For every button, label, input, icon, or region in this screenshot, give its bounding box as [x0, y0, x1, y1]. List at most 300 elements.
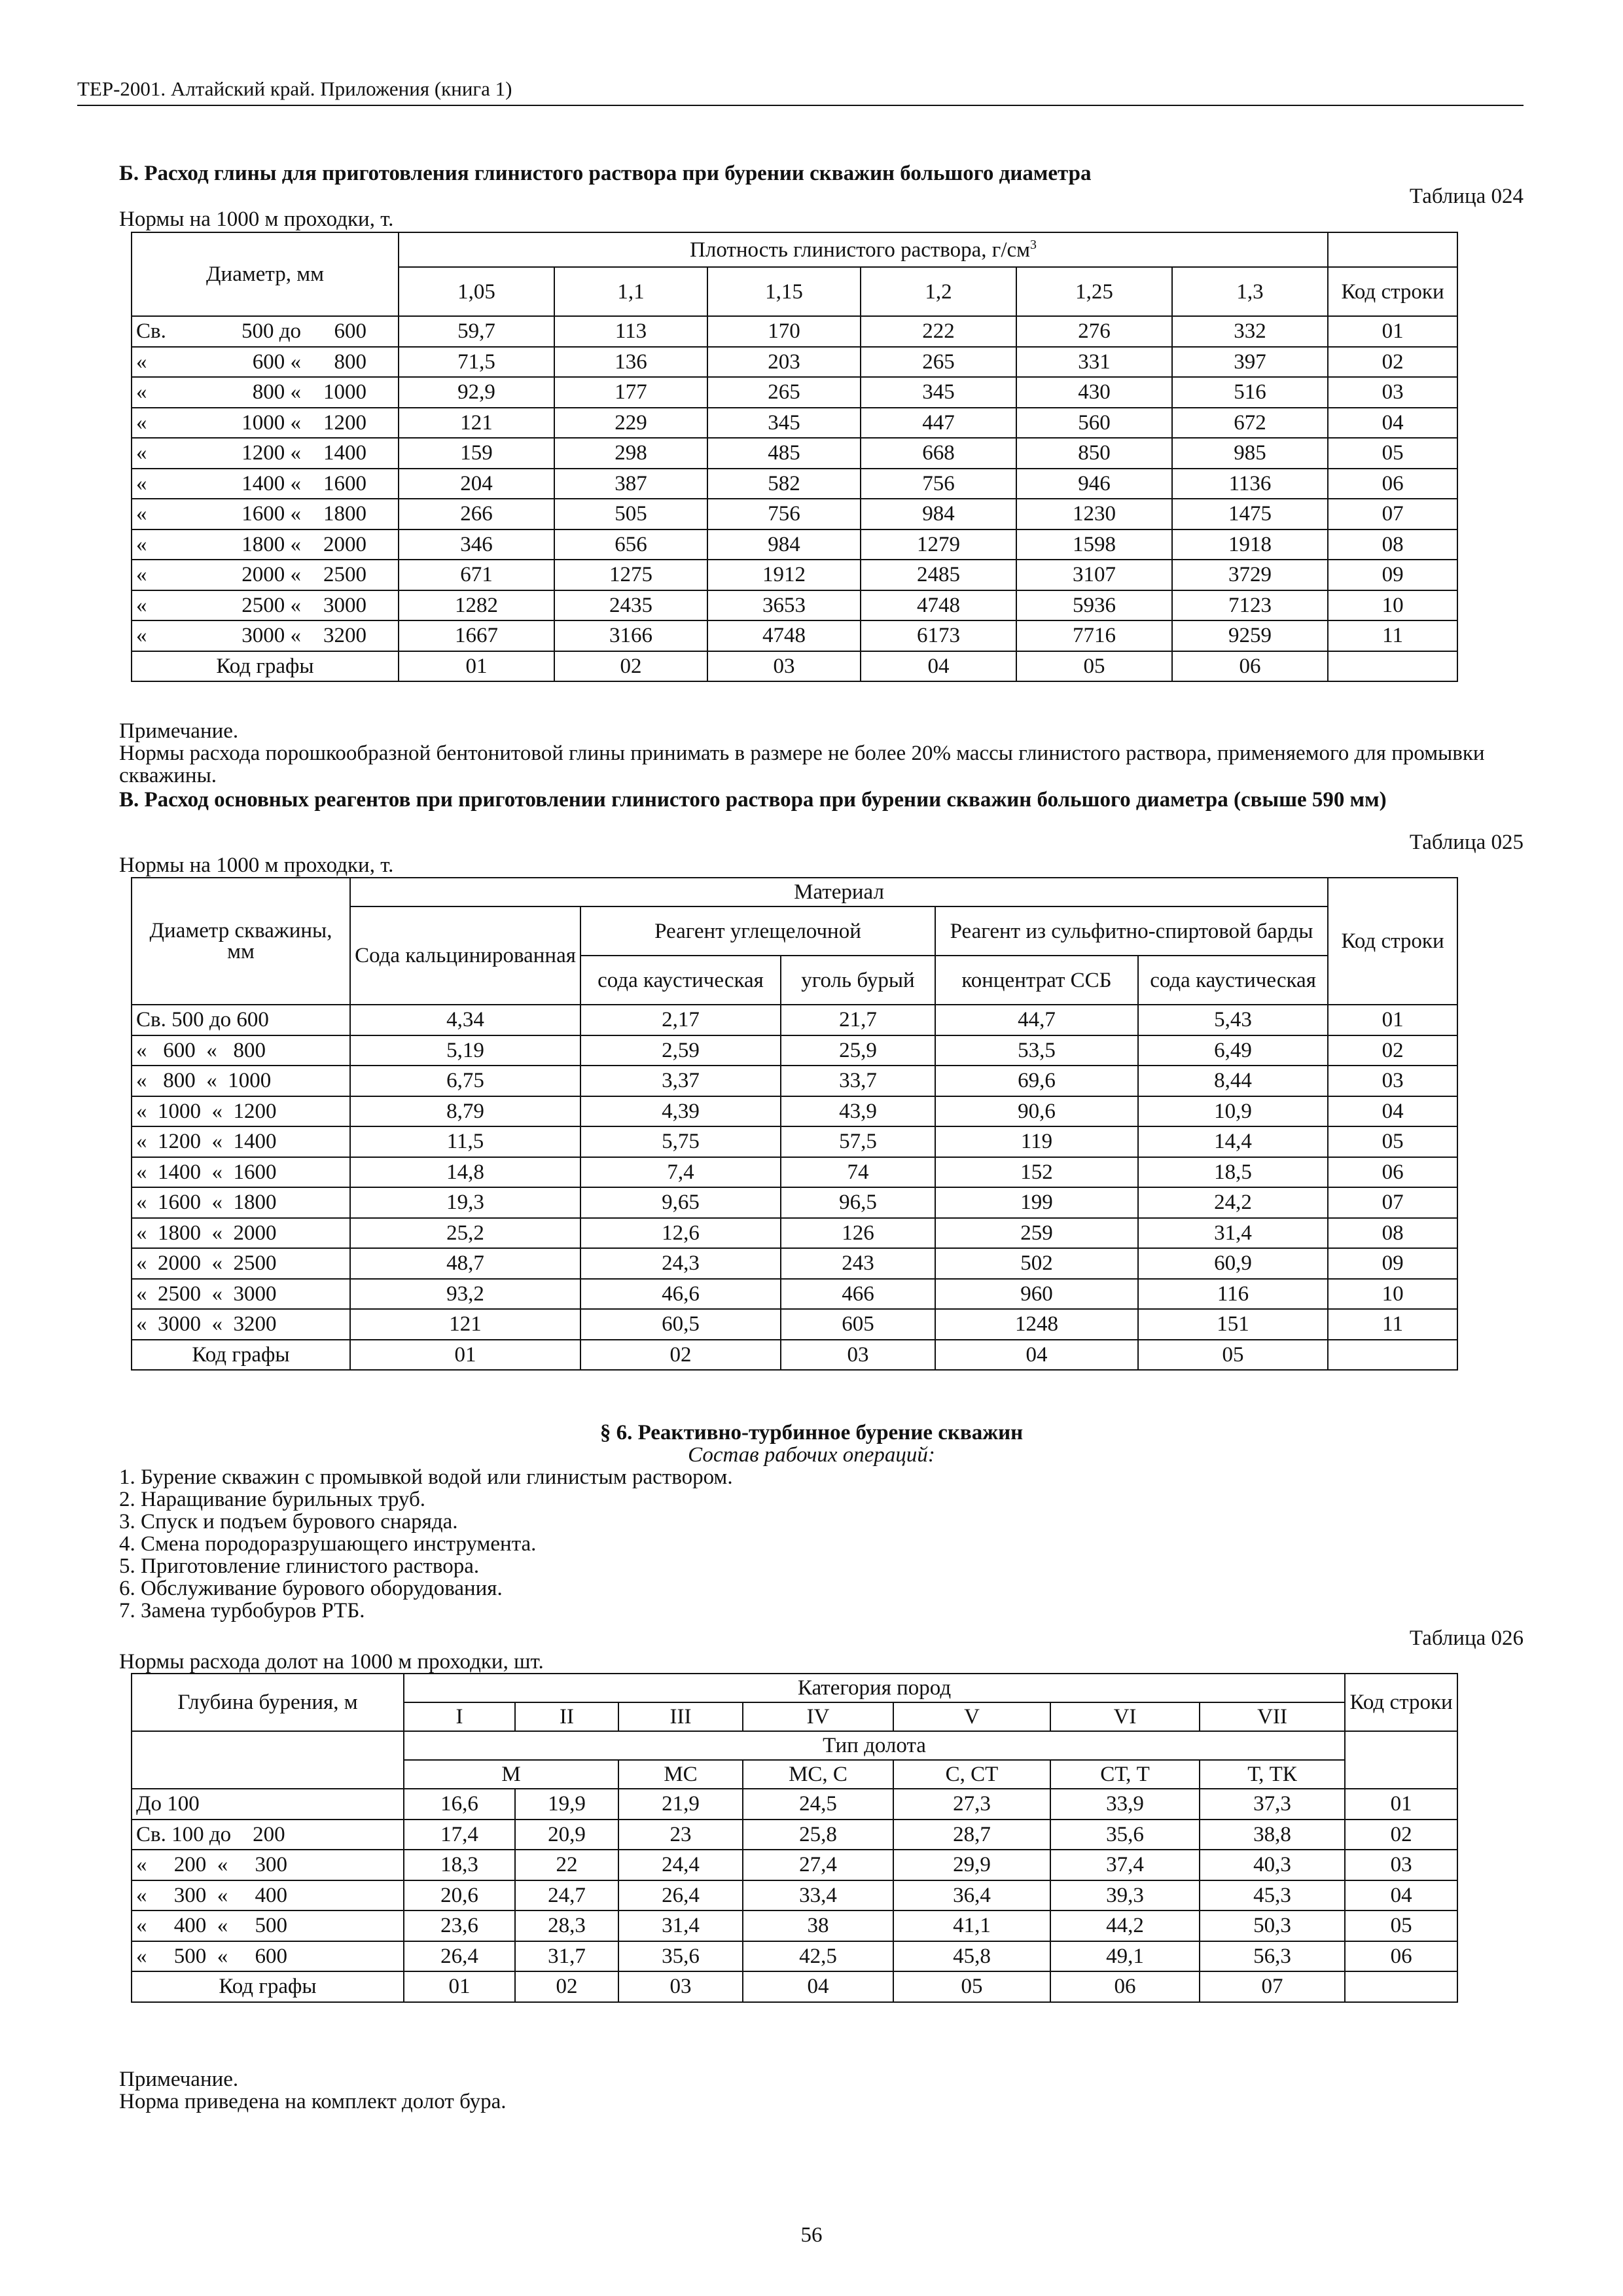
operation-item: 6. Обслуживание бурового оборудования.	[119, 1577, 503, 1600]
t024-diam-to: 1800	[323, 502, 366, 526]
t026-col-code: 03	[618, 1971, 743, 2002]
t026-value: 36,4	[893, 1880, 1050, 1911]
table-row	[132, 347, 1457, 378]
t024-value: 346	[399, 529, 554, 560]
table-row	[132, 377, 1457, 408]
t025-value: 60,9	[1138, 1248, 1328, 1279]
t024-row-code: 02	[1328, 347, 1457, 378]
t024-value: 9259	[1172, 620, 1328, 651]
t026-type-col: С, СТ	[893, 1760, 1050, 1789]
t024-row-code: 06	[1328, 469, 1457, 499]
t026-row-code: 06	[1345, 1941, 1457, 1972]
t026-value: 45,8	[893, 1941, 1050, 1972]
t026-value: 37,4	[1050, 1850, 1200, 1880]
t026-depth-cell: « 300 « 400	[132, 1880, 404, 1911]
t024-diam-prefix: Св.	[136, 319, 166, 344]
t024-value: 387	[554, 469, 707, 499]
t024-value: 4748	[707, 620, 861, 651]
t024-value: 1667	[399, 620, 554, 651]
t025-value: 502	[935, 1248, 1138, 1279]
t025-value: 7,4	[580, 1157, 781, 1188]
t026-value: 26,4	[618, 1880, 743, 1911]
t024-value: 71,5	[399, 347, 554, 378]
t024-label: Таблица 024	[1409, 185, 1524, 208]
t026-depth-header: Глубина бурения, м	[132, 1674, 404, 1731]
t025-value: 5,43	[1138, 1005, 1328, 1035]
t024-value: 397	[1172, 347, 1328, 378]
table-row	[132, 408, 1457, 439]
table-row	[132, 1880, 1457, 1911]
t024-value: 298	[554, 438, 707, 469]
t025-value: 151	[1138, 1309, 1328, 1340]
t025-sub-coal: уголь бурый	[781, 956, 935, 1005]
t025-value: 119	[935, 1126, 1138, 1157]
t025-value: 43,9	[781, 1096, 935, 1127]
t025-diam-cell: « 1200 « 1400	[132, 1126, 350, 1157]
t024-value: 756	[861, 469, 1016, 499]
t024-density-header: Плотность глинистого раствора, $г/см^3$	[399, 232, 1328, 267]
t024-diam-cell	[132, 438, 399, 469]
table-footer-row	[132, 1971, 1457, 2002]
t026-value: 38	[743, 1910, 893, 1941]
t024-value: 92,9	[399, 377, 554, 408]
t024-col-code: 05	[1016, 651, 1172, 682]
t024-diam-to: 2500	[323, 563, 366, 587]
t025-value: 5,19	[350, 1035, 580, 1066]
t026-value: 23	[618, 1820, 743, 1850]
t025-diam-cell: « 3000 « 3200	[132, 1309, 350, 1340]
t026-category-header: Категория пород	[404, 1674, 1345, 1702]
t026-category-col: VII	[1200, 1702, 1345, 1731]
t025-value: 53,5	[935, 1035, 1138, 1066]
t026-value: 49,1	[1050, 1941, 1200, 1972]
t025-value: 74	[781, 1157, 935, 1188]
operation-item: 4. Смена породоразрушающего инструмента.	[119, 1532, 537, 1556]
t026-value: 22	[515, 1850, 618, 1880]
t024-col-code: 03	[707, 651, 861, 682]
t024-value: 276	[1016, 316, 1172, 347]
t025-col-code: 04	[935, 1340, 1138, 1371]
t025-diam-cell: « 1600 « 1800	[132, 1187, 350, 1218]
t024-diam-cell	[132, 560, 399, 590]
t024-value: 1918	[1172, 529, 1328, 560]
section6-title: § 6. Реактивно-турбинное бурение скважин	[599, 1421, 1024, 1444]
t025-value: 46,6	[580, 1279, 781, 1310]
table-row	[132, 1820, 1457, 1850]
t024-diam-to: 1400	[323, 441, 366, 465]
table-row	[132, 499, 1457, 529]
t026-value: 16,6	[404, 1789, 515, 1820]
t026-footer-label: Код графы	[132, 1971, 404, 2002]
t024-diam-prefix: «	[136, 471, 147, 495]
t025-value: 8,79	[350, 1096, 580, 1127]
t026-type-col: МС	[618, 1760, 743, 1789]
t025-value: 11,5	[350, 1126, 580, 1157]
t026-value: 26,4	[404, 1941, 515, 1972]
t024-value: 516	[1172, 377, 1328, 408]
t025-value: 199	[935, 1187, 1138, 1218]
operation-item: 7. Замена турбобуров РТБ.	[119, 1599, 365, 1623]
t024-diam-to: 2000	[323, 532, 366, 556]
running-header: ТЕР-2001. Алтайский край. Приложения (книга 1)	[77, 77, 512, 100]
t024-value: 946	[1016, 469, 1172, 499]
t024-diam-to: 1600	[323, 471, 366, 495]
t025-soda-calc-header: Сода кальцинированная	[350, 906, 580, 1005]
t025-value: 14,8	[350, 1157, 580, 1188]
t024-value: 1282	[399, 590, 554, 621]
t026-value: 17,4	[404, 1820, 515, 1850]
t024-diam-cell	[132, 499, 399, 529]
table-row	[132, 469, 1457, 499]
t025-value: 90,6	[935, 1096, 1138, 1127]
operation-item: 5. Приготовление глинистого раствора.	[119, 1554, 480, 1578]
t024-row-code: 08	[1328, 529, 1457, 560]
t026-value: 56,3	[1200, 1941, 1345, 1972]
note2-label: Примечание.	[119, 2068, 239, 2091]
note2-text: Норма приведена на комплект долот бура.	[119, 2090, 507, 2113]
t025-value: 96,5	[781, 1187, 935, 1218]
t025-sub-soda2: сода каустическая	[1138, 956, 1328, 1005]
t024-value: 505	[554, 499, 707, 529]
t024-value: 265	[861, 347, 1016, 378]
t024-value: 7716	[1016, 620, 1172, 651]
t024-row-code: 07	[1328, 499, 1457, 529]
t026-value: 29,9	[893, 1850, 1050, 1880]
t025-value: 4,39	[580, 1096, 781, 1127]
t024-value: 1275	[554, 560, 707, 590]
t026-value: 24,4	[618, 1850, 743, 1880]
t026-value: 27,4	[743, 1850, 893, 1880]
t025-value: 10,9	[1138, 1096, 1328, 1127]
t024-diam-to: 800	[334, 350, 366, 374]
t025-value: 6,49	[1138, 1035, 1328, 1066]
t026-label: Таблица 026	[1409, 1626, 1524, 1650]
operation-item: 1. Бурение скважин с промывкой водой или глинистым раствором.	[119, 1465, 733, 1489]
table-row	[132, 1850, 1457, 1880]
t026-value: 37,3	[1200, 1789, 1345, 1820]
table-row	[132, 1035, 1457, 1066]
t025-col-code: 02	[580, 1340, 781, 1371]
t024-value: 485	[707, 438, 861, 469]
t026-value: 19,9	[515, 1789, 618, 1820]
t024-value: 59,7	[399, 316, 554, 347]
t024-footer-label: Код графы	[132, 651, 399, 682]
t025-value: 960	[935, 1279, 1138, 1310]
t024-footer-empty	[1328, 651, 1457, 682]
t024-diam-cell	[132, 620, 399, 651]
t025-row-code: 06	[1328, 1157, 1457, 1188]
t025-reagent-ugl-header: Реагент углещелочной	[580, 906, 935, 956]
t024-value: 984	[861, 499, 1016, 529]
table-row	[132, 1187, 1457, 1218]
t024-value: 5936	[1016, 590, 1172, 621]
t025-value: 2,59	[580, 1035, 781, 1066]
t025-title: В. Расход основных реагентов при приготовлении глинистого раствора при бурении скважин большого диаметра (свыше 590 мм)	[119, 788, 1387, 812]
t026-value: 38,8	[1200, 1820, 1345, 1850]
t024-col-code: 06	[1172, 651, 1328, 682]
t025-col-code: 01	[350, 1340, 580, 1371]
t024-density-col: 1,2	[861, 267, 1016, 316]
operation-item: 2. Наращивание бурильных труб.	[119, 1488, 425, 1511]
t024-diam-prefix: «	[136, 563, 147, 587]
t025-value: 14,4	[1138, 1126, 1328, 1157]
t024-diam-from: 1400 «	[241, 471, 301, 495]
t025-value: 6,75	[350, 1066, 580, 1096]
t026-value: 33,4	[743, 1880, 893, 1911]
t026-empty-cell	[132, 1731, 404, 1789]
table-row	[132, 529, 1457, 560]
t024-value: 1136	[1172, 469, 1328, 499]
t025-value: 19,3	[350, 1187, 580, 1218]
t024-value: 159	[399, 438, 554, 469]
t024-density-col: 1,15	[707, 267, 861, 316]
t024-value: 1230	[1016, 499, 1172, 529]
table-row	[132, 1126, 1457, 1157]
t026-category-col: VI	[1050, 1702, 1200, 1731]
t025-value: 60,5	[580, 1309, 781, 1340]
t024-value: 447	[861, 408, 1016, 439]
t024-value: 229	[554, 408, 707, 439]
t026-col-code: 07	[1200, 1971, 1345, 2002]
t024-value: 345	[861, 377, 1016, 408]
t024-diam-cell	[132, 469, 399, 499]
t024-code-top	[1328, 232, 1457, 267]
t025-value: 5,75	[580, 1126, 781, 1157]
t025-sub-soda: сода каустическая	[580, 956, 781, 1005]
table-row	[132, 1066, 1457, 1096]
t024-value: 266	[399, 499, 554, 529]
note1-text: Нормы расхода порошкообразной бентонитовой глины принимать в размере не более 20% массы глинистого раствора, применяемого для промывки скважины.	[119, 742, 1485, 787]
t026-value: 31,7	[515, 1941, 618, 1972]
t025-value: 126	[781, 1218, 935, 1249]
table-row	[132, 1157, 1457, 1188]
t024-value: 136	[554, 347, 707, 378]
t024-norms: Нормы на 1000 м проходки, т.	[119, 207, 394, 231]
t024-diam-prefix: «	[136, 532, 147, 556]
t026-value: 35,6	[1050, 1820, 1200, 1850]
t026-value: 39,3	[1050, 1880, 1200, 1911]
t025-value: 24,3	[580, 1248, 781, 1279]
t026-col-code: 06	[1050, 1971, 1200, 2002]
table-026	[131, 1673, 1458, 2003]
t024-diam-to: 1000	[323, 380, 366, 404]
t025-value: 259	[935, 1218, 1138, 1249]
t026-code-header: Код строки	[1345, 1674, 1457, 1731]
t024-value: 430	[1016, 377, 1172, 408]
t026-value: 28,7	[893, 1820, 1050, 1850]
t024-value: 332	[1172, 316, 1328, 347]
t024-diam-cell	[132, 347, 399, 378]
t024-diam-to: 1200	[323, 410, 366, 435]
t026-value: 25,8	[743, 1820, 893, 1850]
t024-value: 560	[1016, 408, 1172, 439]
t024-value: 204	[399, 469, 554, 499]
t025-material-header: Материал	[350, 878, 1328, 906]
t026-value: 27,3	[893, 1789, 1050, 1820]
t025-diam-cell: « 800 « 1000	[132, 1066, 350, 1096]
t026-value: 42,5	[743, 1941, 893, 1972]
t024-value: 6173	[861, 620, 1016, 651]
t024-value: 177	[554, 377, 707, 408]
t026-depth-cell: « 500 « 600	[132, 1941, 404, 1972]
t025-row-code: 01	[1328, 1005, 1457, 1035]
t024-value: 265	[707, 377, 861, 408]
t025-diam-cell: « 1800 « 2000	[132, 1218, 350, 1249]
t025-footer-empty	[1328, 1340, 1457, 1371]
t024-value: 7123	[1172, 590, 1328, 621]
t026-row-code: 04	[1345, 1880, 1457, 1911]
t026-type-col: МС, С	[743, 1760, 893, 1789]
t025-row-code: 11	[1328, 1309, 1457, 1340]
t026-value: 31,4	[618, 1910, 743, 1941]
t024-diam-prefix: «	[136, 593, 147, 617]
table-footer-row	[132, 651, 1457, 682]
t024-value: 3107	[1016, 560, 1172, 590]
t025-code-header: Код строки	[1328, 878, 1457, 1005]
t024-row-code: 11	[1328, 620, 1457, 651]
t024-diam-from: 1600 «	[241, 502, 301, 526]
table-row	[132, 1910, 1457, 1941]
t024-diam-from: 600 «	[252, 350, 301, 374]
t024-row-code: 04	[1328, 408, 1457, 439]
t024-diam-prefix: «	[136, 350, 147, 374]
t024-value: 3653	[707, 590, 861, 621]
t024-col-code: 02	[554, 651, 707, 682]
t024-value: 345	[707, 408, 861, 439]
t024-diam-from: 3000 «	[241, 624, 301, 648]
t024-diam-from: 1800 «	[241, 532, 301, 556]
t025-row-code: 08	[1328, 1218, 1457, 1249]
operation-item: 3. Спуск и подъем бурового снаряда.	[119, 1510, 458, 1534]
t024-diam-prefix: «	[136, 410, 147, 435]
t026-row-code: 03	[1345, 1850, 1457, 1880]
t026-row-code: 02	[1345, 1820, 1457, 1850]
t025-value: 21,7	[781, 1005, 935, 1035]
t025-value: 116	[1138, 1279, 1328, 1310]
t024-value: 121	[399, 408, 554, 439]
t025-value: 8,44	[1138, 1066, 1328, 1096]
t024-code-header: Код строки	[1328, 267, 1457, 316]
t024-diam-from: 800 «	[252, 380, 301, 404]
t024-value: 850	[1016, 438, 1172, 469]
t026-value: 24,7	[515, 1880, 618, 1911]
section6-subtitle: Состав рабочих операций:	[688, 1443, 935, 1467]
t026-col-code: 05	[893, 1971, 1050, 2002]
t026-value: 50,3	[1200, 1910, 1345, 1941]
t024-value: 170	[707, 316, 861, 347]
t025-diam-cell: « 600 « 800	[132, 1035, 350, 1066]
t025-norms: Нормы на 1000 м проходки, т.	[119, 853, 394, 877]
t025-value: 4,34	[350, 1005, 580, 1035]
t025-value: 24,2	[1138, 1187, 1328, 1218]
t026-category-col: I	[404, 1702, 515, 1731]
t026-value: 24,5	[743, 1789, 893, 1820]
t026-col-code: 01	[404, 1971, 515, 2002]
t024-col-code: 04	[861, 651, 1016, 682]
t024-value: 3729	[1172, 560, 1328, 590]
t024-diam-prefix: «	[136, 502, 147, 526]
t026-value: 20,9	[515, 1820, 618, 1850]
t024-diam-header: Диаметр, мм	[132, 232, 399, 316]
t025-diam-cell: « 2000 « 2500	[132, 1248, 350, 1279]
header-rule	[77, 105, 1524, 106]
t024-value: 2435	[554, 590, 707, 621]
t026-value: 35,6	[618, 1941, 743, 1972]
t025-value: 33,7	[781, 1066, 935, 1096]
operations-list	[119, 1466, 733, 1622]
t026-value: 41,1	[893, 1910, 1050, 1941]
t025-value: 18,5	[1138, 1157, 1328, 1188]
t024-density-col: 1,05	[399, 267, 554, 316]
t026-type-col: Т, ТК	[1200, 1760, 1345, 1789]
t025-value: 69,6	[935, 1066, 1138, 1096]
t024-density-col: 1,25	[1016, 267, 1172, 316]
t025-value: 31,4	[1138, 1218, 1328, 1249]
t026-category-col: V	[893, 1702, 1050, 1731]
t025-label: Таблица 025	[1409, 831, 1524, 854]
note1-label: Примечание.	[119, 719, 239, 743]
t024-diam-prefix: «	[136, 441, 147, 465]
page-number: 56	[800, 2223, 823, 2247]
t024-col-code: 01	[399, 651, 554, 682]
t025-row-code: 03	[1328, 1066, 1457, 1096]
t026-col-code: 02	[515, 1971, 618, 2002]
t026-norms: Нормы расхода долот на 1000 м проходки, шт.	[119, 1650, 544, 1674]
t024-diam-cell	[132, 590, 399, 621]
t024-row-code: 10	[1328, 590, 1457, 621]
t024-row-code: 01	[1328, 316, 1457, 347]
t026-value: 44,2	[1050, 1910, 1200, 1941]
t025-row-code: 09	[1328, 1248, 1457, 1279]
t025-row-code: 10	[1328, 1279, 1457, 1310]
t024-row-code: 03	[1328, 377, 1457, 408]
t024-value: 4748	[861, 590, 1016, 621]
t024-value: 671	[399, 560, 554, 590]
t025-value: 466	[781, 1279, 935, 1310]
t024-value: 113	[554, 316, 707, 347]
t024-diam-to: 600	[334, 319, 366, 344]
table-row	[132, 560, 1457, 590]
t025-value: 152	[935, 1157, 1138, 1188]
t025-col-code: 05	[1138, 1340, 1328, 1371]
t024-value: 1475	[1172, 499, 1328, 529]
t025-footer-label: Код графы	[132, 1340, 350, 1371]
t024-value: 656	[554, 529, 707, 560]
t026-value: 28,3	[515, 1910, 618, 1941]
t024-row-code: 05	[1328, 438, 1457, 469]
t024-value: 984	[707, 529, 861, 560]
t026-depth-cell: До 100	[132, 1789, 404, 1820]
t026-value: 20,6	[404, 1880, 515, 1911]
t024-value: 222	[861, 316, 1016, 347]
t024-diam-to: 3200	[323, 624, 366, 648]
t024-diam-to: 3000	[323, 593, 366, 617]
t024-title: Б. Расход глины для приготовления глинистого раствора при бурении скважин большого диаметра	[119, 162, 1092, 185]
t025-row-code: 02	[1328, 1035, 1457, 1066]
t025-value: 44,7	[935, 1005, 1138, 1035]
t024-diam-from: 1200 «	[241, 441, 301, 465]
table-row	[132, 1309, 1457, 1340]
table-row	[132, 590, 1457, 621]
t026-col-code: 04	[743, 1971, 893, 2002]
t024-diam-from: 500 до	[241, 319, 301, 344]
t024-value: 582	[707, 469, 861, 499]
t026-category-col: IV	[743, 1702, 893, 1731]
t026-depth-cell: « 200 « 300	[132, 1850, 404, 1880]
table-row	[132, 620, 1457, 651]
t026-type-col: М	[404, 1760, 618, 1789]
t025-value: 9,65	[580, 1187, 781, 1218]
